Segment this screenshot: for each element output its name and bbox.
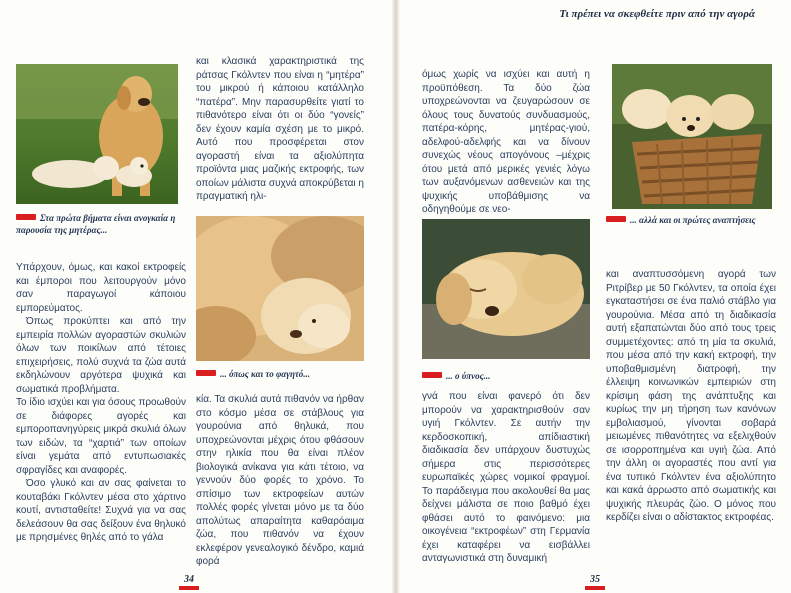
paragraph: Το ίδιο ισχύει και για όσους προωθούν σε διάφορες αγορές και εμποροπανηγύρεις μικρά σκυλιά όλων των ειδών, τα “χαρτιά” των οποίων είναι γεμάτα από εντυπωσιακές σφραγίδες και αναφορές. (16, 397, 186, 476)
paragraph: όμως χωρίς να ισχύει και αυτή η προϋπόθεση. Τα δύο ζώα υποχρεώνονται να ζευγαρώσουν σε όλους τους δυνατούς συνδυασμούς, πατέρα-κόρης, μητέρας-γιού, αδελφού-αδελφής και να δίνουν συνεχώς νέους απογόνους –μέχρις ότου μετά από μερικές γενιές λόγω των αυξανόμενων ασθενειών και της ψυχικής υποβάθμισης να οδηγηθούμε σε νεο- (422, 69, 590, 215)
caption-marker (606, 216, 626, 222)
running-title: Τι πρέπει να σκεφθείτε πριν από την αγορά (559, 8, 755, 20)
page-number-right (580, 574, 610, 590)
page-number-text: 35 (590, 574, 600, 585)
caption-basket (606, 214, 786, 226)
basket-puppies-photo (612, 64, 772, 209)
caption-marker (196, 370, 216, 376)
feeding-puppy-photo (196, 216, 364, 361)
caption-text: ... όπως και το φαγητό... (220, 369, 311, 379)
mother-puppy-photo (16, 64, 178, 204)
caption-marker (422, 372, 442, 378)
left-page-col2-bottom (196, 393, 364, 567)
page-number-bar (179, 586, 199, 590)
paragraph: κία. Τα σκυλιά αυτά πιθανόν να ήρθαν στο κόσμο μέσα σε στάβλους για γουρούνια από θηλυκά, που υποχρεώνονται μέχρις ότου φθάσουν στην ηλικία που θα είναι πλέον βιολογικά ανίκανα για κάτι τέτοιο, να γεννούν δύο φορές το χρόνο. Το σπίσιμο των εκτροφείων αυτών πολλές φορές γίνεται μόνο με τα δύο απολύτως απαραίτητα καθαρόαιμα ζώα, που πιθανόν να έχουν εκλεφέρον γενεαλογικό δένδρο, καμιά φορά (196, 394, 364, 567)
paragraph: Όπως προκύπτει και από την εμπειρία πολλών αγοραστών σκυλιών όλων των ποικίλων από τέτοιες επιχειρήσεις, πολύ συχνά τα ζώα αυτά εκδηλώνουν αργότερα ψυχικά και σωματικά προβλήματα. (16, 316, 186, 395)
left-column-text (16, 261, 186, 567)
paragraph: και κλασικά χαρακτηριστικά της ράτσας Γκόλντεν που είναι η “μητέρα” του μικρού ή κάποιου κατάλληλο “πατέρα”. Μην παρασυρθείτε γιατί το πιθανότερο είναι ότι οι δύο “γονείς” δεν έχουν καμία σχέση με το μικρό. Αυτό που προσφέρεται στον αγοραστή είναι τα αξιολύπητα προϊόντα μιας μαζικής εκτροφής, των οποίων μάλιστα συχνά αποκρύβεται η πραγματική ηλι- (196, 56, 364, 202)
caption-feeding (196, 368, 364, 380)
book-gutter (392, 0, 400, 593)
page-number-bar (585, 586, 605, 590)
sleeping-puppy-photo (422, 219, 590, 359)
paragraph: Όσο γλυκό και αν σας φαίνεται το κουταβάκι Γκόλντεν μέσα στο χάρτινο κουτί, αντισταθείτε! Συχνά για να σας δελεάσουν θα σας δείξουν ένα θηλυκό με πρησμένες θηλές από το γάλα (16, 478, 186, 543)
caption-text: ... ο ύπνος... (446, 371, 491, 381)
paragraph: και αναπτυσσόμενη αγορά των Ριτρίβερ με 50 Γκόλντεν, τα οποία έχει εγκαταστήσει σε ένα παλιό στάβλο για γουρούνια. Μέσα από τη διαδικασία αυτή εξαπατώνται δύο από τους τρεις συμμετέχοντες: από τη μία τα σκυλιά, που μέσα από την κακή εκτροφή, την υποβαθμισμένη διατροφή, την έλλειψη κοινωνικών εμπειριών στη κρίσιμη φάση της ανάπτυξης και κυρίως την μη τήρηση των κανόνων εμβολιασμού, γίνονται σοβαρά μειωμένες πιθανότητες να εξελιχθούν σε ισορροπημένα και υγιή ζώα. Από την άλλη οι αγοραστές που αντί για ένα τυπικό Γκόλντεν ένα αξιολύπητο και κακά άρρωστο από σωματικής και ψυχικής πλευράς ζώο. Ο μόνος που κερδίζει είναι ο αδίστακτος εκτροφέας. (606, 269, 776, 523)
left-page-col2-top (196, 55, 364, 205)
paragraph: Υπάρχουν, όμως, και κακοί εκτροφείς και έμποροι που λειτουργούν μόνο σαν παραγωγοί κάποιου εμπορεύματος. (16, 262, 186, 314)
caption-sleep (422, 370, 590, 382)
page-number-left (174, 574, 204, 590)
right-page-col1-top (422, 68, 590, 216)
caption-text: ... αλλά και οι πρώτες αναπτήσεις (630, 215, 756, 225)
right-page-col1-bottom (422, 390, 590, 568)
right-page-col2-bottom (606, 268, 776, 568)
page-number-text: 34 (184, 574, 194, 585)
caption-marker (16, 214, 36, 220)
paragraph: γνά που είναι φανερό ότι δεν μπορούν να χαρακτηρισθούν σαν υγιή Γκόλντεν. Σε αυτήν την κερδοσκοπική, απίδιαστική διαδικασία δεν υπάρχουν δυστυχώς σήμερα στις περισσότερες ευρωπαϊκές χώρες νομικοί φραγμοί. Το παράδειγμα που ακολουθεί θα μας δείχνει μάλιστα σε ποιο βαθμό έχει φθάσει αυτό το φαινόμενο: μια οικογένεια “εκτροφέων” στη Γερμανία έχει καταφέρει να εισβάλλει ανταγωνιστικά στη δυναμική (422, 391, 590, 564)
caption-text: Στα πρώτα βήματα είναι ανογκαία η παρουσία της μητέρας... (16, 213, 176, 235)
caption-mother-puppy (16, 212, 184, 236)
